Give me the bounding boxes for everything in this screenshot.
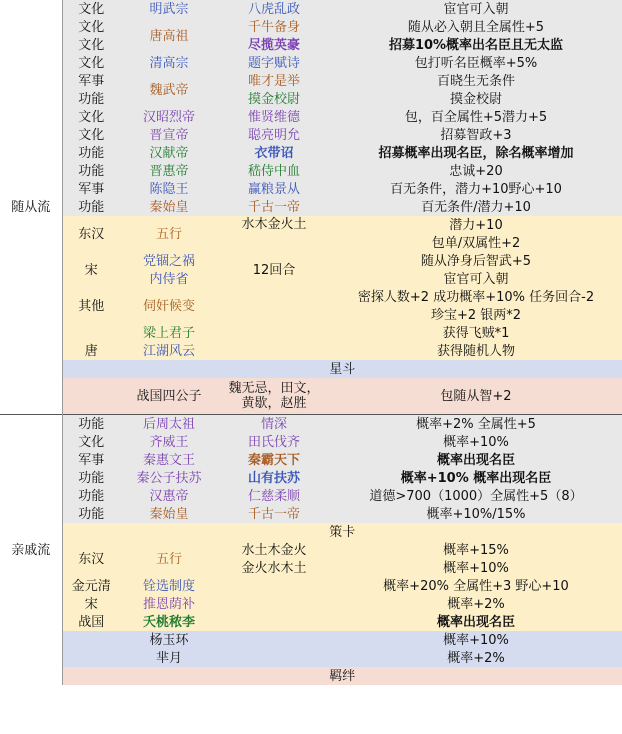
table-row [0,469,622,487]
emperor-cell[interactable]: 汉献帝 [120,144,218,162]
type-cell[interactable]: 文化 [62,0,120,18]
type-cell[interactable]: 功能 [62,162,120,180]
condition-cell[interactable]: 金火水木土 [218,559,330,577]
table-row [0,108,622,126]
type-cell[interactable]: 功能 [62,415,120,434]
condition-line[interactable]: 魏无忌，田文， [228,381,320,396]
effect-cell[interactable]: 摸金校尉 [330,90,622,108]
talent-cell[interactable]: 情深 [218,415,330,434]
type-cell[interactable]: 文化 [62,108,120,126]
condition-line[interactable]: 黄歇，赵胜 [241,396,307,411]
table-row [0,667,622,685]
table-row [0,18,622,36]
group-label-suicong[interactable]: 随从流 [0,0,62,415]
talent-cell[interactable]: 田氏伐齐 [218,433,330,451]
effect-cell[interactable]: 概率+2% [330,595,622,613]
effect-cell[interactable]: 百无条件，潜力+10野心+10 [330,180,622,198]
type-cell[interactable]: 功能 [62,487,120,505]
effect-cell[interactable]: 概率+20% 全属性+3 野心+10 [330,577,622,595]
dynasty-cell[interactable]: 战国 [62,613,120,631]
table-row [0,415,622,434]
table-row [0,595,622,613]
type-cell[interactable]: 军事 [62,180,120,198]
emperor-cell[interactable]: 明武宗 [120,0,218,18]
type-cell[interactable]: 功能 [62,198,120,216]
table-row [0,216,622,234]
effect-cell[interactable]: 包，百全属性+5潜力+5 [330,108,622,126]
card-name-cell[interactable]: 党锢之祸 [120,252,218,270]
table-row [0,54,622,72]
type-cell[interactable]: 功能 [62,469,120,487]
effect-cell[interactable]: 密探人数+2 成功概率+10% 任务回合-2 [330,288,622,306]
effect-cell[interactable]: 宦官可入朝 [330,0,622,18]
table-row [0,451,622,469]
effect-cell[interactable]: 概率+10% [330,631,622,649]
effect-cell[interactable]: 概率+10%/15% [330,505,622,523]
talent-cell[interactable]: 千古一帝 [218,198,330,216]
table-row [0,126,622,144]
dynasty-cell[interactable]: 宋 [62,595,120,613]
talent-cell[interactable]: 聪亮明允 [218,126,330,144]
table-row [0,36,622,54]
condition-cell[interactable] [218,378,330,415]
emperor-cell[interactable]: 汉昭烈帝 [120,108,218,126]
emperor-cell[interactable]: 晋惠帝 [120,162,218,180]
effect-cell[interactable]: 随从净身后智武+5 [330,252,622,270]
effect-cell[interactable]: 概率出现名臣 [330,451,622,469]
dynasty-cell[interactable]: 东汉 [62,541,120,577]
talent-cell[interactable]: 惟贤维德 [218,108,330,126]
dynasty-cell[interactable]: 唐 [62,342,120,360]
effect-cell[interactable]: 包打听名臣概率+5% [330,54,622,72]
emperor-cell[interactable]: 秦公子扶苏 [120,469,218,487]
table-row [0,144,622,162]
effect-cell[interactable]: 包单/双属性+2 [330,234,622,252]
talent-cell[interactable]: 赢粮景从 [218,180,330,198]
type-cell[interactable]: 功能 [62,144,120,162]
talent-cell[interactable]: 千古一帝 [218,505,330,523]
table-row [0,90,622,108]
type-cell[interactable]: 功能 [62,90,120,108]
table-row [0,162,622,180]
effect-cell[interactable]: 百无条件/潜力+10 [330,198,622,216]
effect-cell[interactable]: 概率+2% 全属性+5 [330,415,622,434]
table-row [0,505,622,523]
card-name-cell[interactable]: 铨选制度 [120,577,218,595]
emperor-cell[interactable]: 晋宣帝 [120,126,218,144]
card-name-cell[interactable]: 江湖风云 [120,342,218,360]
dynasty-cell[interactable]: 其他 [62,288,120,324]
effect-cell[interactable]: 随从必入朝且全属性+5 [330,18,622,36]
emperor-cell[interactable]: 秦始皇 [120,198,218,216]
talent-cell[interactable]: 唯才是举 [218,72,330,90]
talent-cell[interactable]: 八虎乱政 [218,0,330,18]
table-row [0,577,622,595]
table-row [0,288,622,306]
effect-cell[interactable]: 珍宝+2 银两*2 [330,306,622,324]
character-name-cell[interactable]: 杨玉环 [120,631,218,649]
table-row [0,649,622,667]
table-row [0,360,622,378]
effect-cell[interactable]: 宦官可入朝 [330,270,622,288]
table-row [0,631,622,649]
effect-cell[interactable]: 招募概率出现名臣，除名概率增加 [330,144,622,162]
talent-cell[interactable]: 尽揽英豪 [218,36,330,54]
emperor-cell[interactable]: 陈隐王 [120,180,218,198]
emperor-cell[interactable]: 齐威王 [120,433,218,451]
talent-cell[interactable]: 嵇侍中血 [218,162,330,180]
effect-cell[interactable]: 概率+10% [330,433,622,451]
card-name-cell[interactable]: 五行 [120,216,218,252]
effect-cell[interactable]: 招募10%概率出名臣且无太监 [330,36,622,54]
talent-cell[interactable]: 秦霸天下 [218,451,330,469]
talent-cell[interactable]: 题字赋诗 [218,54,330,72]
dynasty-cell[interactable]: 东汉 [62,216,120,252]
talent-cell[interactable]: 山有扶苏 [218,469,330,487]
table-row [0,324,622,342]
talent-cell[interactable]: 千牛备身 [218,18,330,36]
table-row [0,378,622,415]
type-cell[interactable]: 功能 [62,505,120,523]
effect-cell[interactable]: 概率+10% [330,559,622,577]
table-row [0,198,622,216]
effect-cell[interactable]: 潜力+10 [330,216,622,234]
table-row [0,541,622,559]
table-row [0,0,622,18]
talent-cell[interactable]: 摸金校尉 [218,90,330,108]
type-cell[interactable]: 文化 [62,36,120,54]
table-row [0,252,622,270]
effect-cell[interactable]: 道德>700（1000）全属性+5（8） [330,487,622,505]
effect-cell[interactable]: 招募智政+3 [330,126,622,144]
emperor-cell[interactable]: 秦始皇 [120,505,218,523]
type-cell[interactable]: 军事 [62,451,120,469]
table-row [0,613,622,631]
table-row [0,342,622,360]
card-name-cell[interactable]: 战国四公子 [120,378,218,415]
type-cell[interactable]: 文化 [62,54,120,72]
type-cell[interactable]: 文化 [62,433,120,451]
card-name-cell[interactable]: 五行 [120,541,218,577]
talent-cell[interactable]: 仁慈柔顺 [218,487,330,505]
type-cell[interactable]: 文化 [62,18,120,36]
talent-cell[interactable]: 衣带诏 [218,144,330,162]
table-row [0,72,622,90]
table-row [0,433,622,451]
table-row [0,487,622,505]
type-cell[interactable]: 军事 [62,72,120,90]
character-name-cell[interactable]: 芈月 [120,649,218,667]
effect-cell[interactable]: 概率+10% 概率出现名臣 [330,469,622,487]
group-label-qinqi[interactable]: 亲戚流 [0,415,62,686]
dynasty-cell[interactable]: 金元清 [62,577,120,595]
table-row [0,180,622,198]
effect-cell[interactable]: 概率+15% [330,541,622,559]
section-header-jiban[interactable]: 羁绊 [62,667,622,685]
effect-cell[interactable]: 包随从智+2 [330,378,622,415]
card-name-cell[interactable]: 夭桃秾李 [120,613,218,631]
card-name-cell[interactable]: 内侍省 [120,270,218,288]
card-name-cell[interactable]: 推恩荫补 [120,595,218,613]
emperor-cell[interactable]: 清高宗 [120,54,218,72]
emperor-cell[interactable]: 汉惠帝 [120,487,218,505]
emperor-cell[interactable]: 秦惠文王 [120,451,218,469]
table-row [0,523,622,541]
condition-cell[interactable]: 12回合 [218,252,330,288]
section-header-ceka[interactable]: 策卡 [62,523,622,541]
type-cell[interactable]: 文化 [62,126,120,144]
effect-cell[interactable]: 概率出现名臣 [330,613,622,631]
effect-cell[interactable]: 概率+2% [330,649,622,667]
condition-cell[interactable]: 水木金火土 [218,216,330,234]
effect-cell[interactable]: 百晓生无条件 [330,72,622,90]
effect-cell[interactable]: 忠诚+20 [330,162,622,180]
emperor-cell[interactable]: 魏武帝 [120,72,218,108]
effect-cell[interactable]: 获得随机人物 [330,342,622,360]
emperor-cell[interactable]: 后周太祖 [120,415,218,434]
card-name-cell[interactable]: 伺奸候变 [120,288,218,324]
dynasty-cell[interactable]: 宋 [62,252,120,288]
card-name-cell[interactable]: 梁上君子 [120,324,218,342]
effect-cell[interactable]: 获得飞贼*1 [330,324,622,342]
section-header-xingdou[interactable]: 星斗 [62,360,622,378]
condition-cell[interactable]: 水土木金火 [218,541,330,559]
emperor-cell[interactable]: 唐高祖 [120,18,218,54]
